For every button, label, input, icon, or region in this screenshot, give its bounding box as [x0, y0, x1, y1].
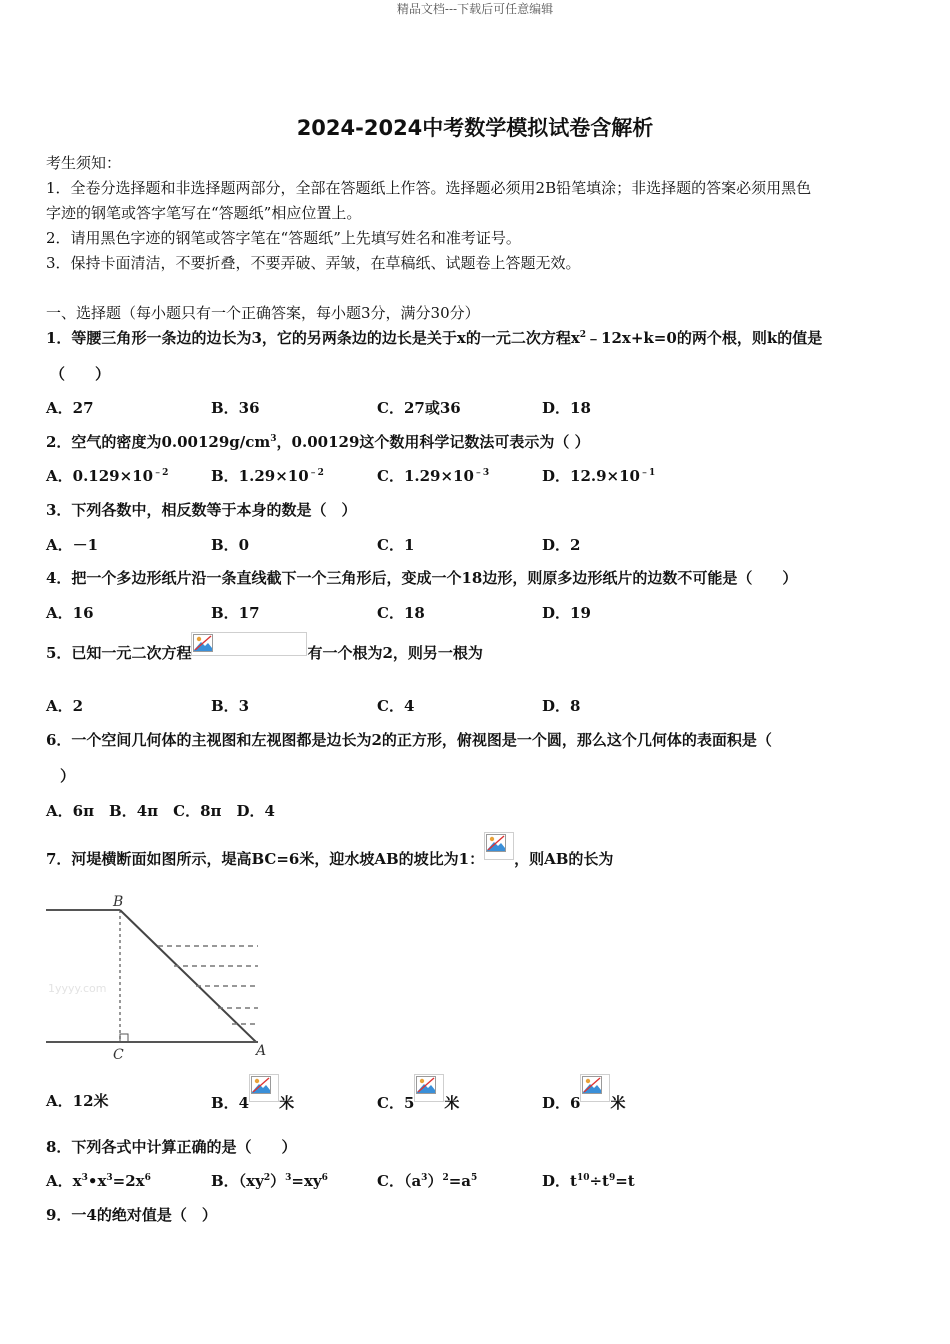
- q5-option-b: B．3: [211, 697, 250, 715]
- q1-sup: 2: [579, 330, 587, 340]
- note-line-1a: 1．全卷分选择题和非选择题两部分，全部在答题纸上作答。选择题必须用2B铅笔填涂；非选择题的答案必须用黑色: [46, 179, 812, 197]
- q1-paren: （ ）: [50, 365, 111, 383]
- q8-option-d: [542, 1170, 635, 1191]
- q7-stem-pre: 7．河堤横断面如图所示，堤高BC=6米，迎水坡AB的坡比为1：: [46, 850, 485, 868]
- q2-option-a: [46, 465, 168, 486]
- section-heading: 一、选择题（每小题只有一个正确答案，每小题3分，满分30分）: [46, 304, 480, 322]
- q8-d-part3: =t: [615, 1172, 635, 1190]
- q2-sup: 3: [270, 434, 277, 444]
- q7-option-c: [377, 1074, 459, 1113]
- sqrt-image-placeholder: [414, 1074, 444, 1102]
- q8-b-part1: B．（xy: [211, 1172, 264, 1190]
- embankment-diagram: [40, 888, 270, 1063]
- q8-b-sup2: 3: [285, 1173, 292, 1183]
- q2-b-sup: ﹣2: [308, 468, 324, 478]
- q8-b-sup3: 6: [321, 1173, 328, 1183]
- q2-stem-pre: 2．空气的密度为0.00129g/cm: [46, 433, 271, 451]
- q8-d-part2: ÷t: [589, 1172, 609, 1190]
- note-line-3: 3．保持卡面清洁，不要折叠，不要弄破、弄皱，在草稿纸、试题卷上答题无效。: [46, 254, 581, 272]
- q7-stem-post: ，则AB的长为: [514, 850, 614, 868]
- label-a: A: [256, 1043, 267, 1059]
- q8-option-c: [377, 1170, 477, 1191]
- q2-stem-post: ，0.00129这个数用科学记数法可表示为（ ）: [276, 433, 590, 451]
- q5-option-a: A．2: [46, 697, 84, 715]
- q4-option-c: C．18: [377, 604, 425, 622]
- q1-option-a: A．27: [46, 399, 94, 417]
- broken-image-icon: [251, 1076, 271, 1094]
- q1-option-b: B．36: [211, 399, 260, 417]
- question-6-line-2: ）: [60, 767, 76, 785]
- q7-d-post: 米: [610, 1094, 626, 1112]
- q2-option-b: [211, 465, 324, 486]
- q4-option-a: A．16: [46, 604, 94, 622]
- q8-b-part3: =xy: [291, 1172, 322, 1190]
- q2-a-base: A．0.129×10: [46, 467, 154, 485]
- q5-option-d: D．8: [542, 697, 581, 715]
- broken-image-icon: [486, 834, 506, 852]
- watermark: 1yyyy.com: [48, 982, 107, 995]
- q2-b-base: B．1.29×10: [211, 467, 309, 485]
- q5-stem-pre: 5．已知一元二次方程: [46, 644, 192, 662]
- q2-option-d: [542, 465, 655, 486]
- note-line-1b: 字迹的钢笔或答字笔写在“答题纸”相应位置上。: [46, 204, 362, 222]
- question-4: 4．把一个多边形纸片沿一条直线截下一个三角形后，变成一个18边形，则原多边形纸片的边数不可能是（ ）: [46, 569, 798, 587]
- q3-option-b: B．0: [211, 536, 250, 554]
- q2-d-base: D．12.9×10: [542, 467, 640, 485]
- q1-option-d: D．18: [542, 399, 591, 417]
- q1-option-c: C．27或36: [377, 399, 461, 417]
- question-8: 8．下列各式中计算正确的是（ ）: [46, 1138, 297, 1156]
- slope-ab-line: [120, 910, 256, 1042]
- q8-option-a: [46, 1170, 151, 1191]
- equation-image-placeholder: [191, 632, 307, 656]
- question-6-line-1: 6．一个空间几何体的主视图和左视图都是边长为2的正方形，俯视图是一个圆，那么这个几何体的表面积是（: [46, 731, 772, 749]
- q2-option-c: [377, 465, 489, 486]
- question-1: [46, 327, 822, 348]
- q4-option-d: D．19: [542, 604, 591, 622]
- q8-option-b: [211, 1170, 328, 1191]
- q2-c-sup: ﹣3: [473, 468, 490, 478]
- q7-option-b: [211, 1074, 294, 1113]
- q7-option-d: [542, 1074, 625, 1113]
- q8-a-sup3: 6: [144, 1173, 151, 1183]
- q8-c-part2: ）: [427, 1172, 443, 1190]
- q8-a-sup2: 3: [106, 1173, 113, 1183]
- label-b: B: [113, 894, 124, 910]
- q3-option-d: D．2: [542, 536, 581, 554]
- q6-options: A．6π B．4π C．8π D．4: [46, 802, 275, 820]
- q8-a-sup1: 3: [81, 1173, 88, 1183]
- q8-c-sup1: 3: [421, 1173, 428, 1183]
- q4-option-b: B．17: [211, 604, 260, 622]
- q2-c-base: C．1.29×10: [377, 467, 474, 485]
- q7-d-pre: D．6: [542, 1094, 581, 1112]
- q7-c-pre: C．5: [377, 1094, 415, 1112]
- q8-b-sup1: 2: [263, 1173, 271, 1183]
- q8-d-sup1: 10: [576, 1173, 590, 1183]
- question-2: [46, 431, 590, 452]
- q5-stem-post: 有一个根为2，则另一根为: [307, 644, 483, 662]
- q8-d-part1: D．t: [542, 1172, 577, 1190]
- ratio-image-placeholder: [484, 832, 514, 860]
- question-3: 3．下列各数中，相反数等于本身的数是（ ）: [46, 501, 357, 519]
- q7-option-a: A．12米: [46, 1092, 109, 1110]
- q2-a-sup: ﹣2: [153, 468, 169, 478]
- q8-c-part1: C．（a: [377, 1172, 422, 1190]
- q8-c-sup3: 5: [471, 1173, 478, 1183]
- q3-option-c: C．1: [377, 536, 415, 554]
- q8-a-part3: =2x: [112, 1172, 145, 1190]
- q7-c-post: 米: [444, 1094, 460, 1112]
- q3-option-a: A．－1: [46, 536, 99, 554]
- q7-b-post: 米: [279, 1094, 295, 1112]
- broken-image-icon: [193, 634, 213, 652]
- question-5: [46, 632, 483, 663]
- q1-stem-pre: 1．等腰三角形一条边的边长为3，它的另两条边的边长是关于x的一元二次方程x: [46, 329, 580, 347]
- page-title: 2024-2024中考数学模拟试卷含解析: [296, 116, 654, 140]
- sqrt-image-placeholder: [580, 1074, 610, 1102]
- question-7: [46, 832, 613, 869]
- q8-a-part1: A．x: [46, 1172, 82, 1190]
- page-header: 精品文档---下载后可任意编辑: [396, 2, 554, 16]
- right-angle-mark: [120, 1034, 128, 1042]
- label-c: C: [113, 1047, 124, 1063]
- q2-d-sup: ﹣1: [639, 468, 656, 478]
- q7-b-pre: B．4: [211, 1094, 250, 1112]
- question-9: 9．一4的绝对值是（ ）: [46, 1206, 217, 1224]
- q8-b-part2: ）: [270, 1172, 286, 1190]
- sqrt-image-placeholder: [249, 1074, 279, 1102]
- q5-option-c: C．4: [377, 697, 415, 715]
- q1-stem-post: ﹣12x+k=0的两个根，则k的值是: [586, 329, 823, 347]
- q8-c-part3: =a: [448, 1172, 472, 1190]
- q8-d-sup2: 9: [608, 1173, 616, 1183]
- broken-image-icon: [416, 1076, 436, 1094]
- q8-a-part2: •x: [87, 1172, 107, 1190]
- notes-heading: 考生须知：: [46, 154, 122, 172]
- note-line-2: 2．请用黑色字迹的钢笔或答字笔在“答题纸”上先填写姓名和准考证号。: [46, 229, 521, 247]
- q8-c-sup2: 2: [442, 1173, 449, 1183]
- broken-image-icon: [582, 1076, 602, 1094]
